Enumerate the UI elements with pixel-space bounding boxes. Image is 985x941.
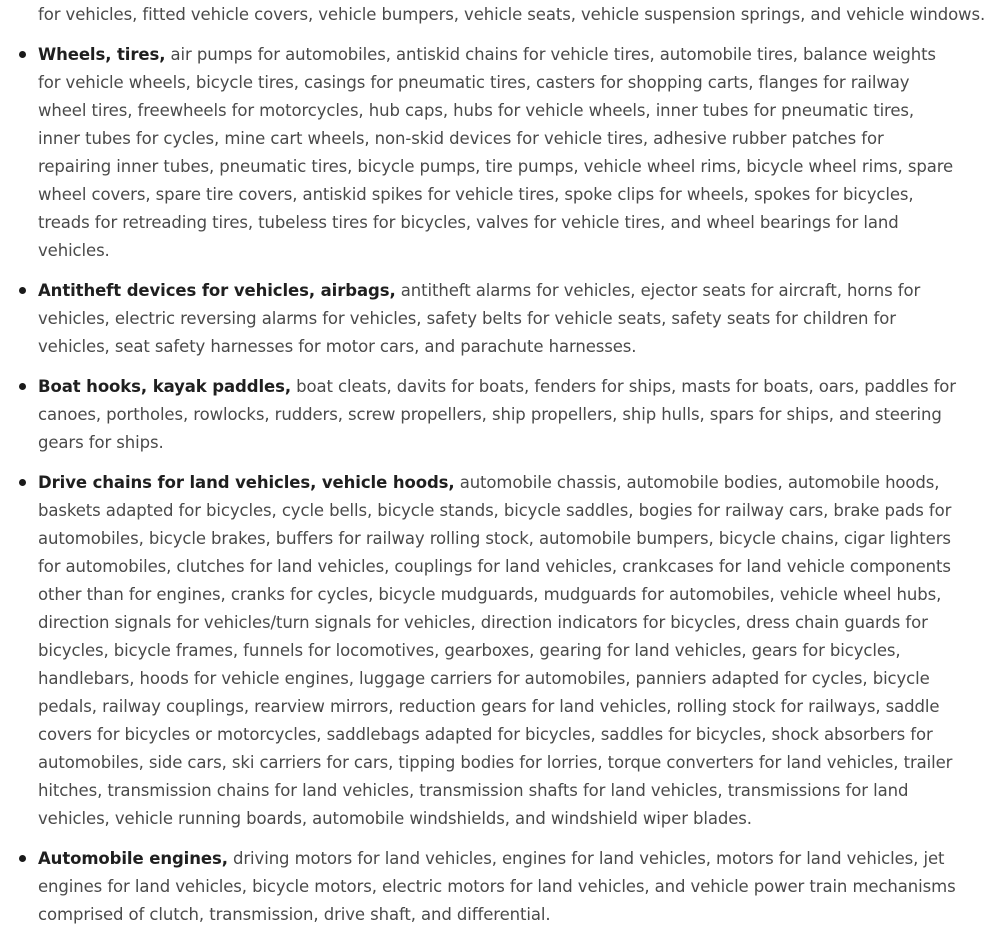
bullet-icon [19,479,26,486]
list-item-lead: Boat hooks, kayak paddles, [38,377,292,396]
bullet-icon [19,287,26,294]
continued-paragraph: for vehicles, fitted vehicle covers, vehicle bumpers, vehicle seats, vehicle suspension springs, and vehicle windows. [38,5,985,24]
list-item-drive-chains [0,469,977,833]
list-item-antitheft-airbags [0,277,977,361]
list-item-wheels-tires [0,41,977,265]
list-item-lead: Drive chains for land vehicles, vehicle hoods, [38,473,455,492]
list-item-automobile-engines [0,845,977,929]
list-item-text: automobile chassis, automobile bodies, automobile hoods, baskets adapted for bicycles, cycle bells, bicycle stands, bicycle saddles, bogies for railway cars, brake pads for automobiles, bicycle brakes, buffers for railway rolling stock, automobile bumpers, bicycle chains, cigar lighters for automobiles, clutches for land vehicles, couplings for land vehicles, crankcases for land vehicle components other than for engines, cranks for cycles, bicycle mudguards, mudguards for automobiles, vehicle wheel hubs, direction signals for vehicles/turn signals for vehicles, direction indicators for bicycles, dress chain guards for bicycles, bicycle frames, funnels for locomotives, gearboxes, gearing for land vehicles, gears for bicycles, handlebars, hoods for vehicle engines, luggage carriers for automobiles, panniers adapted for cycles, bicycle pedals, railway couplings, rearview mirrors, reduction gears for land vehicles, rolling stock for railways, saddle covers for bicycles or motorcycles, saddlebags adapted for bicycles, saddles for bicycles, shock absorbers for automobiles, side cars, ski carriers for cars, tipping bodies for lorries, torque converters for land vehicles, trailer hitches, transmission chains for land vehicles, transmission shafts for land vehicles, transmissions for land vehicles, vehicle running boards, automobile windshields, and windshield wiper blades. [38,473,953,828]
bullet-icon [19,855,26,862]
list-item-text: air pumps for automobiles, antiskid chains for vehicle tires, automobile tires, balance weights for vehicle wheels, bicycle tires, casings for pneumatic tires, casters for shopping carts, flanges for railway wheel tires, freewheels for motorcycles, hub caps, hubs for vehicle wheels, inner tubes for pneumatic tires, inner tubes for cycles, mine cart wheels, non-skid devices for vehicle tires, adhesive rubber patches for repairing inner tubes, pneumatic tires, bicycle pumps, tire pumps, vehicle wheel rims, bicycle wheel rims, spare wheel covers, spare tire covers, antiskid spikes for vehicle tires, spoke clips for wheels, spokes for bicycles, treads for retreading tires, tubeless tires for bicycles, valves for vehicle tires, and wheel bearings for land vehicles. [38,45,954,260]
list-item-lead: Antitheft devices for vehicles, airbags, [38,281,396,300]
list-item-lead: Wheels, tires, [38,45,166,64]
list-item-text: driving motors for land vehicles, engines for land vehicles, motors for land vehicles, jet engines for land vehicles, bicycle motors, electric motors for land vehicles, and vehicle power train mechanisms comprised of clutch, transmission, drive shaft, and differential. [38,849,956,924]
goods-list [0,41,977,941]
bullet-icon [19,51,26,58]
list-item-text: boat cleats, davits for boats, fenders for ships, masts for boats, oars, paddles for canoes, portholes, rowlocks, rudders, screw propellers, ship propellers, ship hulls, spars for ships, and steering gears for ships. [38,377,956,452]
list-item-text: antitheft alarms for vehicles, ejector seats for aircraft, horns for vehicles, electric reversing alarms for vehicles, safety belts for vehicle seats, safety seats for children for vehicles, seat safety harnesses for motor cars, and parachute harnesses. [38,281,921,356]
list-item-boat-hooks [0,373,977,457]
list-item-lead: Automobile engines, [38,849,228,868]
bullet-icon [19,383,26,390]
